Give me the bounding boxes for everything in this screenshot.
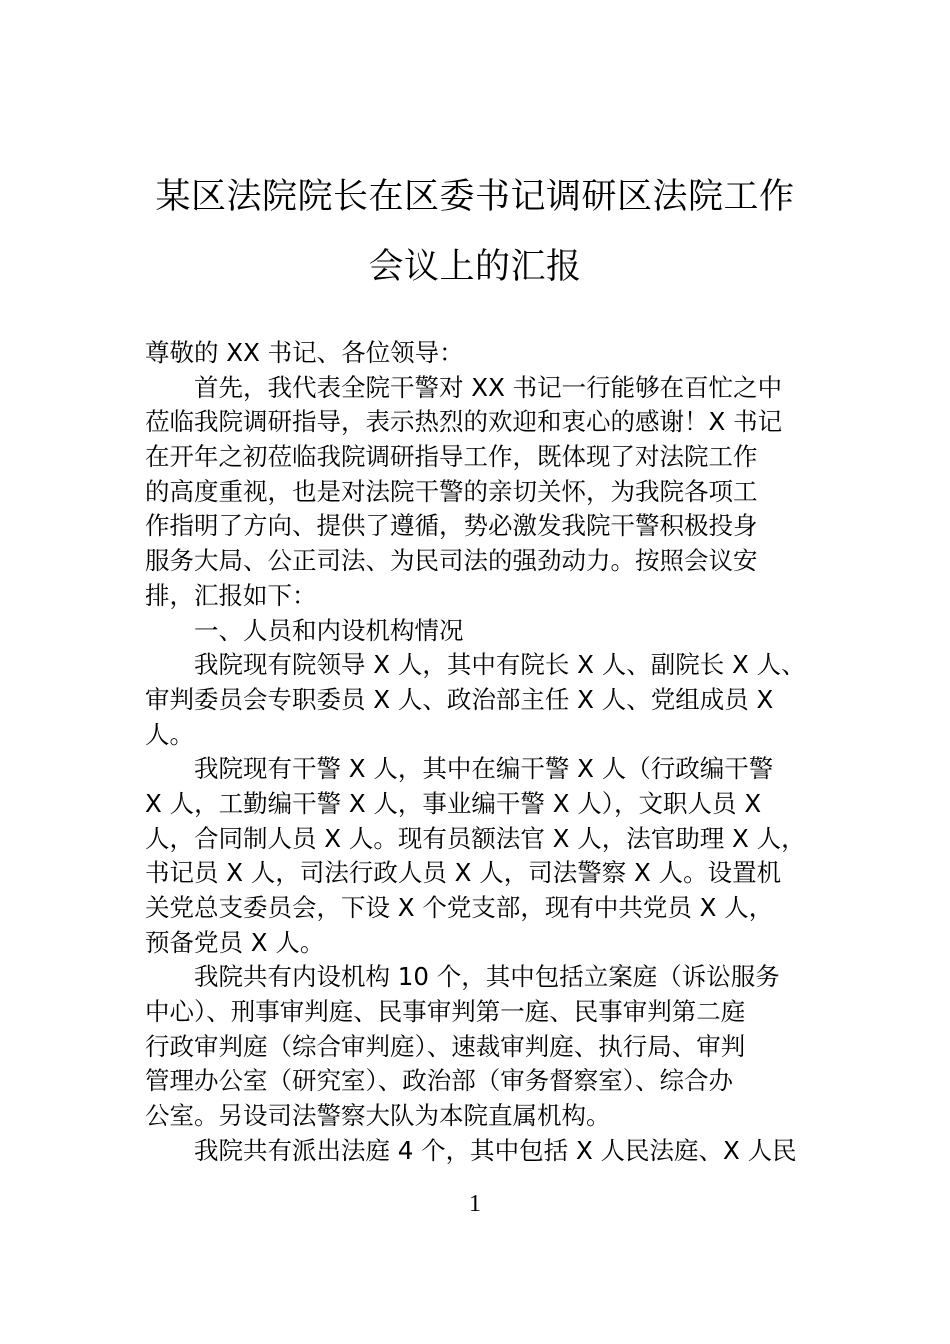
body-text-line: 人，合同制人员 X 人。现有员额法官 X 人，法官助理 X 人， [145,823,806,853]
body-text-line: 管理办公室（研究室）、政治部（审务督察室）、综合办 [145,1066,733,1096]
body-text-line: 行政审判庭（综合审判庭）、速裁审判庭、执行局、审判 [145,1031,746,1061]
document-body [145,336,815,1169]
body-text-line: 我院共有内设机构 10 个，其中包括立案庭（诉讼服务 [194,962,780,992]
body-text-line: 中心）、刑事审判庭、民事审判第一庭、民事审判第二庭 [145,997,746,1027]
document-title-line-1: 某区法院院长在区委书记调研区法院工作 [155,177,795,217]
body-text-line: 书记员 X 人，司法行政人员 X 人，司法警察 X 人。设置机 [145,858,782,888]
body-text-line: 人。 [145,719,194,749]
document-title-line-2: 会议上的汇报 [368,247,582,287]
body-text-line: 我院共有派出法庭 4 个，其中包括 X 人民法庭、X 人民 [194,1135,797,1165]
body-text-line: 我院现有干警 X 人，其中在编干警 X 人（行政编干警 [194,754,774,784]
body-text-line: 排，汇报如下： [145,580,317,610]
body-text-line: 莅临我院调研指导，表示热烈的欢迎和衷心的感谢！X 书记 [145,407,783,437]
body-text-line: 服务大局、公正司法、为民司法的强劲动力。按照会议安 [145,546,758,576]
body-text-line: X 人，工勤编干警 X 人，事业编干警 X 人），文职人员 X [145,788,762,818]
body-text-line: 审判委员会专职委员 X 人、政治部主任 X 人、党组成员 X [145,684,774,714]
body-text-line: 作指明了方向、提供了遵循，势必激发我院干警积极投身 [145,511,758,541]
body-text-line: 在开年之初莅临我院调研指导工作，既体现了对法院工作 [145,442,758,472]
body-text-line: 尊敬的 XX 书记、各位领导： [145,338,464,367]
body-text-line: 首先，我代表全院干警对 XX 书记一行能够在百忙之中 [194,372,783,402]
body-text-line: 公室。另设司法警察大队为本院直属机构。 [145,1101,611,1131]
page-number: 1 [469,1191,481,1217]
body-text-line: 关党总支委员会，下设 X 个党支部，现有中共党员 X 人， [145,893,774,922]
body-text-line: 我院现有院领导 X 人，其中有院长 X 人、副院长 X 人、 [194,650,806,680]
body-text-line: 预备党员 X 人。 [145,927,325,957]
body-text-line: 一、人员和内设机构情况 [194,615,464,645]
body-text-line: 的高度重视，也是对法院干警的亲切关怀，为我院各项工 [145,476,758,506]
